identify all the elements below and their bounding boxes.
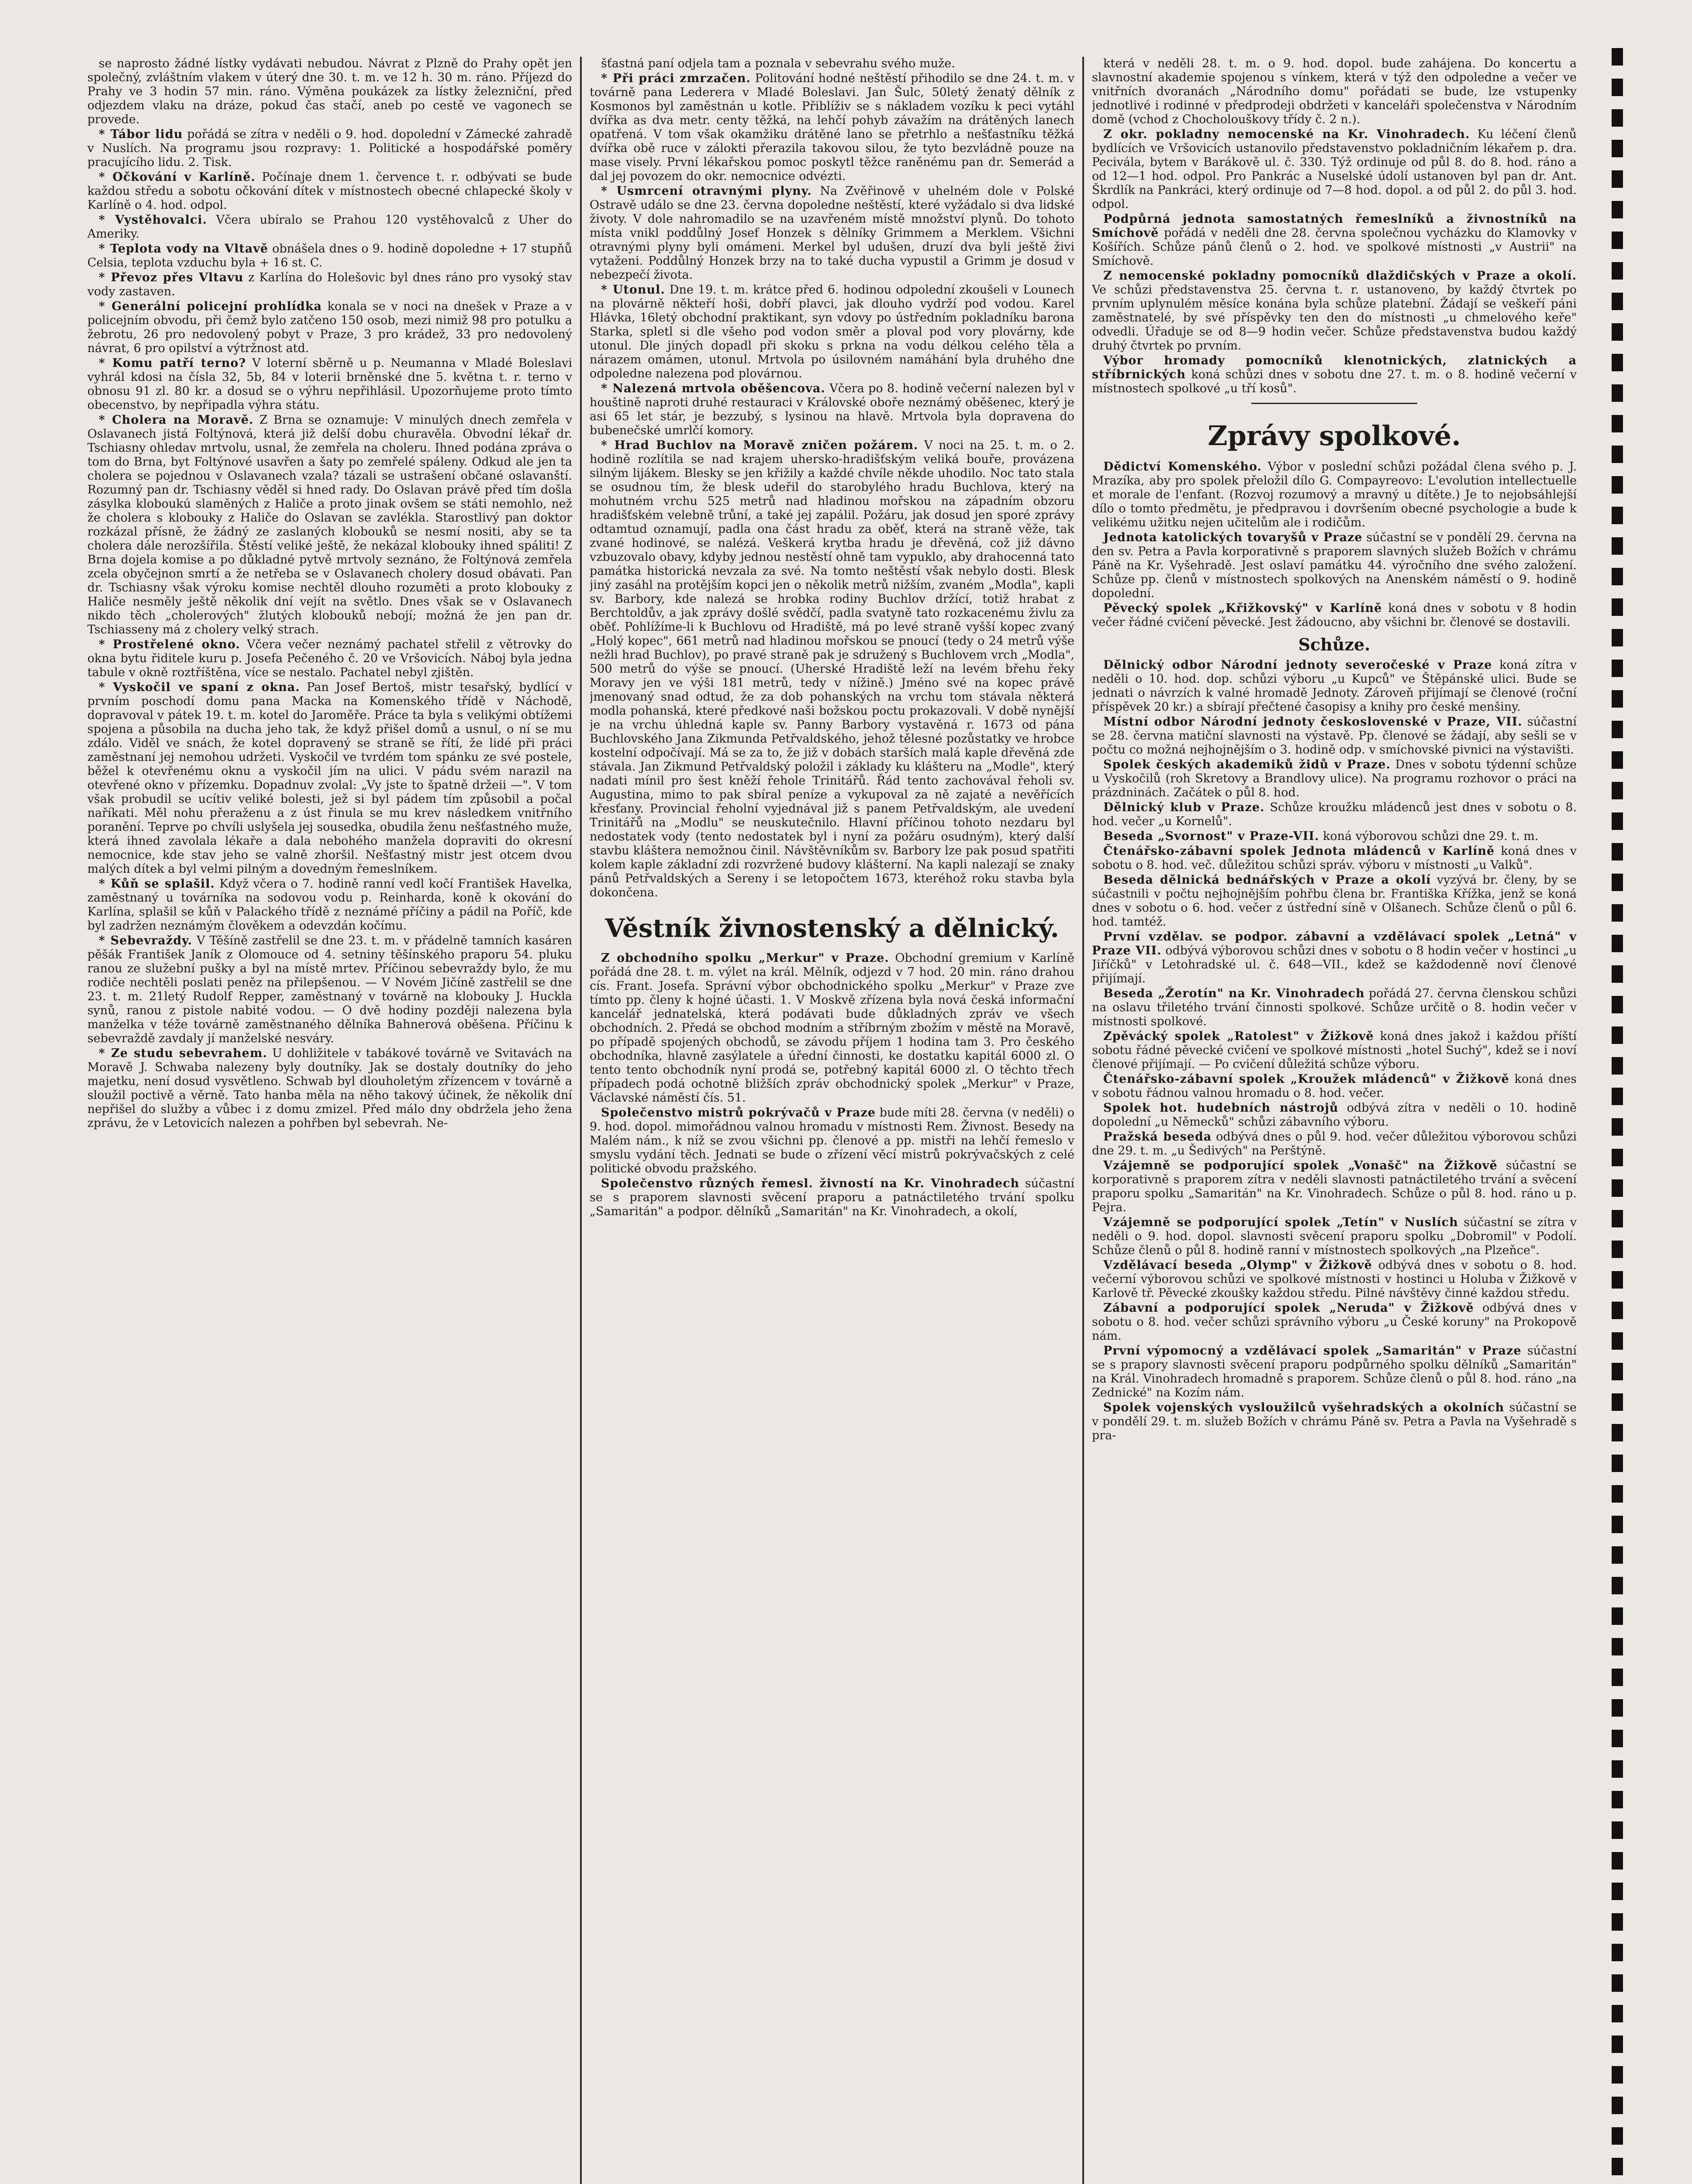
item-body: pořádá se zítra v neděli o 9. hod. dopolední v Zámecké zahradě v Nuslích. Na programu jsou rozpravy: 1. Politické a hospodářské poměry pracujícího lidu. 2. Tisk.: [87, 128, 572, 169]
item-headline: * Utonul.: [601, 283, 665, 297]
item-body: koná dnes jakož i každou příští sobotu řádné pěvecké cvičení ve spolkové místnosti „hotel Suchý", kdež se i noví členové přijímají. — Po cvičení důležitá schůze výboru.: [1092, 1030, 1577, 1071]
item-headline: Beseda dělnická bednářských v Praze a okolí: [1103, 873, 1431, 887]
news-item: [1092, 715, 1577, 757]
item-headline: * Hrad Buchlov na Moravě zničen požárem.: [601, 439, 919, 452]
news-item: [1092, 1258, 1577, 1300]
item-headline: * Při práci zmrzačen.: [601, 72, 751, 85]
item-body: se naprosto žádné lístky vydávati nebudou. Návrat z Plzně do Prahy opět jen společný, zvláštním vlakem v úterý dne 30. t. m. ve 12 h. 30 m. ráno. Příjezd do Prahy ve 3 hodin 57 min. ráno. Výměna poukázek za lístky železniční, před odjezdem vlaku na dráze, pokud čas stačí, aneb po cestě ve vagonech se provede.: [87, 57, 572, 126]
news-item: [1092, 212, 1577, 268]
column-divider: [1082, 57, 1084, 2184]
subsection-heading: Schůze.: [1298, 635, 1371, 654]
item-body: pořádá v neděli dne 28. června společnou vycházku do Klamovky v Košířích. Schůze pánů členů o 2. hod. ve spolkové místnosti „v Austrii" na Smíchově.: [1092, 226, 1577, 268]
news-item: [590, 283, 1074, 381]
item-headline: Dělnický odbor Národní jednoty severočeské v Praze: [1103, 658, 1492, 672]
item-body: U dohližitele v tabákové továrně ve Svitavách na Moravě J. Schwaba nalezeny byly doutníky. Jak se dostaly doutníky do jeho majetku, není dosud vysvětleno. Schwab byl dlouholetým zřízencem v továrně a sloužil poctivě a věrně. Tato hanba měla na něho takový účinek, že několik dní nepřišel do služby a vůbec i z domu zmizel. Před málo dny obdržela jeho žena zprávu, že v Letovicích nalezen a pohřben byl sebevrah. Ne-: [87, 1047, 572, 1130]
column-1: [87, 57, 572, 2184]
news-item: [1092, 1301, 1577, 1343]
item-headline: Vzájemně se podporující spolek „Vonašč" na Žižkově: [1103, 1159, 1498, 1172]
news-item: [590, 951, 1074, 1105]
news-item: [1092, 269, 1577, 353]
news-item: [87, 271, 572, 299]
item-body: súčastní se v pondělí 29. června na den sv. Petra a Pavla korporativně s praporem slavných služeb Božích v chrámu Páně na Kr. Vyšehradě. Jest oslaví památku 44. výročního dne svého založení. Schůze pp. členů v místnostech spolkových na Anenském náměstí o 9. hodině dopolední.: [1092, 531, 1577, 600]
item-body: odbývá dnes o půl 9. hod. večer důležitou výborovou schůzi dne 29. t. m. „u Šedivých" na Perštýně.: [1092, 1130, 1577, 1158]
news-item: [1092, 930, 1577, 986]
item-headline: * Převoz přes Vltavu: [99, 271, 244, 284]
item-headline: Z okr. pokladny nemocenské na Kr. Vinohradech.: [1103, 128, 1470, 141]
news-item: [1092, 531, 1577, 601]
item-headline: Místní odbor Národní jednoty československé v Praze, VII.: [1103, 715, 1523, 729]
news-item: [87, 213, 572, 241]
item-headline: * Komu patří terno?: [99, 356, 246, 370]
news-item: [1092, 829, 1577, 843]
item-body: súčastní se zítra v neděli o 9. hod. dopol. slavnosti svěcení praporu spolku „Dobromil" v Podolí. Schůze členů o půl 8. hodině ranní v místnostech spolkových „na Plzeňce".: [1092, 1216, 1577, 1257]
item-body: súčastní se v pondělí 29. t. m. služeb Božích v chrámu Páně sv. Petra a Pavla na Vyšehradě s pra-: [1092, 1401, 1577, 1442]
item-body: Schůze kroužku mládenců jest dnes v sobotu o 8. hod. večer „u Kornelů".: [1092, 801, 1577, 828]
news-item: [1092, 987, 1577, 1029]
item-body: Když včera o 7. hodině ranní vedl kočí František Havelka, zaměstnaný u továrníka na sodovou vodu p. Reinharda, koně k okování do Karlína, splašil se kůň v Palackého třídě z neznámé příčiny a pádil na Poříč, kde byl zadržen neznámým člověkem a odevzdán kočímu.: [87, 877, 572, 933]
item-body: obnášela dnes o 9. hodině dopoledne + 17 stupňů Celsia, teplota vzduchu byla + 16 st. C.: [87, 242, 572, 270]
news-item: [1092, 1030, 1577, 1071]
item-body: odbývá zítra v neděli o 10. hodině dopolední „u Německů" schůzi zábavního výboru.: [1092, 1101, 1577, 1129]
news-item: [87, 300, 572, 356]
item-body: Dne 19. t. m. krátce před 6. hodinou odpolední zkoušeli v Lounech na plovárně někteří hoši, dobří plavci, jak dlouho vydrží pod vodou. Karel Hlávka, 16letý obchodní praktikant, syn vdovy po ústředním pokladníku barona Starka, spletl si dle všeho pod vodon směr a ploval pod vory plovárny, kde utonul. Dle jiných dopadl při skoku s prkna na vodu délkou celého těla a nárazem omámen, utonul. Mrtvola po úsilovném namáhání byla druhého dne odpoledne nalezena pod plovárnou.: [590, 283, 1074, 380]
news-item: [87, 128, 572, 169]
news-item: [1092, 801, 1577, 829]
item-headline: * Teplota vody na Vltavě: [99, 242, 269, 256]
item-body: šťastná paní odjela tam a poznala v sebevrahu svého muže.: [601, 57, 955, 70]
news-item: [1092, 354, 1577, 396]
news-item: [590, 184, 1074, 282]
item-headline: * Usmrcení otravnými plyny.: [601, 184, 812, 198]
item-body: Obchodní gremium v Karlíně pořádá dne 28. t. m. výlet na král. Mělník, odjezd v 7 hod. 20 min. ráno drahou cís. Frant. Josefa. Správní výbor obchodnického spolku „Merkur" v Praze zve tímto pp. členy k hojné účasti. 1. V Moskvě zřízena byla nová česká informační kancelář jednatelská, která podávati bude důkladných zpráv ve všech obchodních. 2. Předá se obchod modním a stříbrným zbožím v městě na Moravě, po případě spojených obchodů, se závodu příjem 1 hodina tam 3. Pro českého obchodníka, hlavně zasýlatele a úřední činnosti, ke dostatku kapitál 6000 zl. O tento tento obchodník nyní prodá se, potřebný kapitál 6000 zl. O těchto třech případech podá ochotně bližších zpráv obchodnický spolek „Merkur" v Praze, Václavské náměstí čís. 51.: [590, 951, 1074, 1105]
item-headline: Společenstvo různých řemesl. živností na Kr. Vinohradech: [601, 1177, 1020, 1190]
news-item: [1092, 758, 1577, 800]
news-item: [1092, 844, 1577, 872]
item-headline: Spolek českých akademiků židů v Praze.: [1103, 758, 1391, 771]
column-divider: [580, 57, 582, 2184]
item-body: Pan Josef Bertoš, mistr tesařský, bydlící v prvním poschodí domu pana Macka na Komenského třídě v Náchodě, dopravoval v pátek 19. t. m. kotel do Jaroměře. Práce ta byla s velikými obtížemi spojena a působila na ducha jeho tak, že když přišel domů a usnul, o ní se mu zdálo. Viděl ve snách, že kotel dopravený se straně se řítí, že lidé při práci zaměstnaní jej nemohou udržeti. Vyskočil ve tvrdém tom spánku ze své postele, běžel k otevřenému oknu a vyskočil jím na ulici. V pádu svém narazil na otevřené okno v přízemku. Dopadnuv zvolal: „Vy jste to špatně držeii —". V tom však probudil se ucítiv veliké bolesti, jež si byl pádem tím způsobil a počal naříkati. Měl nohu přeraženu a z úst řinula se mu krev následkem vnitřního poranění. Teprve po chvíli uslyšela jej sousedka, obudila ženu nešťastného muže, která ihned zavolala lékaře a dala nebohého manžela dopraviti do okresní nemocnice, kde stav jeho se valně zhoršil. Nešťastný mistr jest otcem dvou malých dítek a byl velmi pilným a dovedným řemeslníkem.: [87, 681, 572, 876]
news-item: [590, 382, 1074, 438]
column-3: [1092, 57, 1577, 2184]
item-body: odbývá výborovou schůzi dnes v sobotu o 8 hodin večer v hostinci „u Jiříčků" v Letohradské ul. č. 648—VII., kdež se každodenně noví členové přijímají.: [1092, 944, 1577, 985]
item-headline: * Vyskočil ve spaní z okna.: [99, 681, 300, 694]
item-headline: * Nalezená mrtvola oběšencova.: [601, 382, 825, 395]
item-body: Včera po 8. hodině večerní nalezen byl v houštině naproti druhé restauraci v Královské oboře neznámý oběšenec, který je asi 65 let stár, je bezzubý, s lysinou na hlavě. Mrtvola byla dopravena do bubenečské umrlčí komory.: [590, 382, 1074, 437]
item-headline: Beseda „Žerotín" na Kr. Vinohradech: [1103, 987, 1365, 1000]
newspaper-page: [87, 57, 1590, 2184]
news-item: [1092, 1072, 1577, 1100]
news-item: [1092, 128, 1577, 211]
news-item: [87, 934, 572, 1046]
item-body: Dnes v sobotu týdenní schůze u Vyskočilů (roh Skretovy a Brandlovy ulice). Na programu rozhovor o práci na prázdninách. Začátek o půl 8. hod.: [1092, 758, 1577, 799]
item-headline: První vzdělav. se podpor. zábavní a vzdělávací spolek „Letná" v Praze VII.: [1092, 930, 1577, 957]
news-item: [1092, 1344, 1577, 1400]
section-heading: Věstník živnostenský a dělnický.: [605, 913, 1059, 943]
item-body: pořádá 27. června členskou schůzi na oslavu třiletého trvání činnosti spolkové. Schůze určitě o 8. hodin večer v místnosti spolkové.: [1092, 987, 1577, 1028]
item-body: z Karlína do Holešovic byl dnes ráno pro vysoký stav vody zastaven.: [87, 271, 572, 298]
news-item: [87, 877, 572, 933]
item-headline: Spolek vojenských vysloužilců vyšehradských a okolních: [1103, 1401, 1505, 1414]
item-headline: Dělnický klub v Praze.: [1103, 801, 1265, 814]
news-item: [590, 72, 1074, 183]
news-item: [87, 242, 572, 270]
item-headline: Čtenářsko-zábavní spolek „Kroužek mládenců" v Žižkově: [1103, 1072, 1509, 1086]
item-body: Politování hodné neštěstí přihodilo se dne 24. t. m. v továrně pana Lederera v Mladé Boleslavi. Jan Šulc, 50letý ženatý dělník z Kosmonos byl zaměstnán u kotle. Přiblíživ se s nákladem vozíku k peci vytáhl dvířka as dva metr. centy těžká, na lehčí pohyb závažím na drátěných lanech opatřená. V tom však okamžiku drátěné lano se přetrhlo a nešťastníku těžká dvířka obě ruce v zálokti přerazila takovou silou, že tyto bezvládně pouze na mase visely. První lékařskou pomoc poskytl těžce raněnému pan dr. Semerád a dal jej povozem do okr. nemocnice odvézti.: [590, 72, 1074, 183]
item-body: Z Brna se oznamuje: V minulých dnech zemřela v Oslavanech jistá Foltýnová, která již delší dobu churavěla. Obvodní lékař dr. Tschiasny ohledav mrtvolu, usnal, že zemřela na choleru. Ihned podána zpráva o tom do Brna, byt Foltýnové usavřen a šaty po zemřelé spáleny. Odkud ale jen ta cholera se pojednou v Oslavanech vzala? tázali se ustrašení občané oslavanští. Rozumný pan dr. Tschiasny věděl si hned rady. Do Oslavan právě před tím došla zásylka kloboukú slaměných z Haliče a proto jinak ovšem se státi nemohlo, než že cholera s klobouky z Haliče do Oslavan se zavlékla. Starostlivý pan doktor rozkázal přísně, že žádný ze zaslaných klobouků se nesmí nositi, aby se ta cholera dále nerozšířila. Štěstí veliké ještě, že nekázal klobouky ihned spáliti! Z Brna dojela komise a po důkladné pytvě mrtvoly seznáno, že Foltýnová zemřela zcela obyčejnon smrtí a že netřeba se v Oslavanech cholery dosud obávati. Pan dr. Tschiasny však výroku komise nechtěl dlouho rozuměti a proto klobouky z Haliče nesměly ještě několik dní vejít na světlo. Dnes však se v Oslavanech nikdo těch „cholerových" žlutých klobouků nebojí; možná že jen pan dr. Tschiasseny má z cholery velký strach.: [87, 413, 572, 636]
item-body: Včera ubíralo se Prahou 120 vystěhovalců z Uher do Ameriky.: [87, 213, 572, 241]
item-body: koná dnes v sobotu o 8. hod. več. důležitou schůzi správ. výboru v místnosti „u Valků".: [1092, 844, 1577, 872]
item-body: Ve schůzi představenstva 25. června t. r. ustanoveno, by každý čtvrtek po prvním uplynulém měsíce konána byla schůze platební. Žádají se veškeří páni zaměstnatelé, by své příspěvky ten den do místnosti „u chmelového keře" odvedli. Úřaduje se od 8—9 hodin večer. Schůze představenstva budou každý druhý čtvrtek po prvním.: [1092, 283, 1577, 352]
separator-rule: [1251, 403, 1417, 404]
item-headline: Zpěvácký spolek „Ratolest" v Žižkově: [1103, 1030, 1374, 1043]
news-item: [1092, 57, 1577, 127]
item-headline: Z nemocenské pokladny pomocníků dlaždičských v Praze a okolí.: [1103, 269, 1577, 283]
item-headline: * Generální policejní prohlídka: [99, 300, 322, 313]
item-body: Na Zvěřinově v uhelném dole v Polské Ostravě událo se dne 23. června dopoledne neštěstí, které vyžádalo si dva lidské životy. V dole nahromadilo se na uzavřeném místě množství plynů. Do tohoto místa vnikl poddůlný Josef Honzek s dělníky Grimmem a Merklem. Všichni otravnými plyny byli omámeni. Merkel byl udušen, druzí dva byli ještě živi vytaženi. Poddůlný Honzek brzy na to také ducha vypustil a Grimm je dosud v nebezpečí života.: [590, 184, 1074, 282]
news-item: [1092, 601, 1577, 629]
item-headline: Pěvecký spolek „Křižkovský" v Karlíně: [1103, 601, 1382, 615]
item-body: V noci na 25. t. m. o 2. hodině rozlítila se nad krajem uhersko-hradišťským veliká bouře, provázena silným lijákem. Blesky se jen křižily a každé chvíle někde uhodilo. Noc tato stala se osudnou tím, že blesk udeřil do starobylého hradu Buchlova, který na mohutném vrchu 525 metrů nad hladinou mořskou na západním obzoru hradišťském velebně trůní, a také jej zapálil. Požáru, jak dosud jen sporé zprávy odtamtud oznamují, padla ona část hradu za oběť, která na straně věže, tak zvané hodinové, se nalézá. Veškerá krytba hradu je dřevěná, což již dávno vzbuzovalo obavy, kdyby jednou nestěstí ohně tam vypuklo, aby drahocenná tato památka historická nevzala za své. Na tomto neštěstí však nebylo dosti. Blesk jiný zasáhl na protějším kopci jen o několik metrů nižším, zvaném „Modla", kapli sv. Barbory, kde nalezá se hrobka rodiny Buchlov držící, totiž hrabat z Berchtoldův, a jak zprávy došlé svědčí, padla svatyně tato rozkacenému živlu za oběť. Pohlížíme-li k Buchlovu od Hradiště, má po levé straně vyšší kopec zvaný „Holý kopec", 661 metrů nad hladinou mořskou se pnoucí (tedy o 24 metrů výše nežli hrad Buchlov), po pravé straně pak je sdružený s Buchlovem vrch „Modla", 500 metrů do výše se pnoucí. (Uherské Hradiště leží na levém břehu řeky Moravy jen ve výši 181 metrů, tedy v nížině.) Jméno své na kopec právě jmenovaný snad odtud, že za dob pohanských na vrchu tom stávala některá modla pohanská, které předkové naši božskou poctu prokazovali. V době nynější je na vrchu úhledná kaple sv. Panny Barbory vystavěná r. 1673 od pána Buchlovského Jana Zikmunda Petřvaldského, jehož tělesné pozůstatky ve hrobce kostelní odpočívají. Má se za to, že již v dobách starších malá kaple dřevěná zde stávala. Jan Zikmund Petřvaldský položil i základy ku klášteru na „Modle", který nadati mínil pro šest kněží řehole Trinitářů. Řád tento zachovával řeholi sv. Augustina, mimo to pak sbíral peníze a vykupoval za ně zajaté a nevěřících křesťany. Provincial řeholní vyjednával již s panem Petřvaldským, ale uvedení Trinitářů na „Modlu" se neuskutečnilo. Hlavní příčinou tohoto nezdaru byl nedostatek vody (tento nedostatek byl i nyní za požáru osudným), který další stavbu kláštera nemožnou činil. Návštěvníkům sv. Barbory lze pak posud spatřiti kolem kaple základní zdi rozvržené budovy klášterní. Na kapli nalezají se znaky pánů Petřvaldských a Sereny i se letopočtem 1673, kteréhož roku stavba byla dokončena.: [590, 439, 1074, 899]
item-headline: Jednota katolických tovaryšů v Praze: [1103, 531, 1363, 544]
news-item: [1092, 1101, 1577, 1129]
news-item: [1092, 1159, 1577, 1215]
news-item: [1092, 1216, 1577, 1258]
item-body: súčastní se korporativně s praporem zítra v neděli slavnosti patnáctiletého trvání a svěcení praporu spolku „Samaritán" na Kr. Vinohradech. Schůze o půl 8. hod. ráno u p. Pejra.: [1092, 1159, 1577, 1214]
item-body: V Těšíně zastřelil se dne 23. t. m. v přádelně tamních kasáren pěšák František Janík z Olomouce od 4. setniny těšínského praporu 54. pluku ranou ze služební pušky a byl na místě mrtev. Příčinou sebevraždy bylo, že mu rodiče nechtěli poslati peněz na přilepšenou. — V Novém Jičíně zastřelil se dne 23. t. m. 21letý Rudolf Repper, zaměstnaný v továrně na klobouky J. Huckla synů, ranou z pistole nabité vodou. — O dvě hodiny později nalezena byla manželka v téže továrně zaměstnaného dělníka Bahnerová oběšena. Příčinu k sebevraždě zavdaly jí manželské nesváry.: [87, 934, 572, 1045]
item-headline: Společenstvo mistrů pokrývačů v Praze: [601, 1106, 876, 1120]
item-headline: Pražská beseda: [1103, 1130, 1212, 1144]
item-body: odbývá dnes v sobotu o 8. hod. večerní výborovou schůzi ve spolkové místnosti v hostinci u Holuba v Žižkově v Karlově tř. Pěvecké zkoušky každou středu. Pilné návštěvy činné každou středu.: [1092, 1258, 1577, 1300]
item-headline: * Sebevraždy.: [99, 934, 193, 947]
item-body: odbývá dnes v sobotu o 8. hod. večer schůzi správního výboru „u České koruny" na Prokopově nám.: [1092, 1301, 1577, 1343]
news-item: [87, 681, 572, 876]
section-heading: Zprávy spolkové.: [1208, 420, 1461, 452]
news-item: [87, 1047, 572, 1130]
item-headline: Vzájemně se podporující spolek „Tetín" v Nuslích: [1103, 1216, 1458, 1229]
item-headline: Zábavní a podporující spolek „Neruda" v Žižkově: [1103, 1301, 1474, 1315]
item-headline: První výpomocný a vzdělávací spolek „Samaritán" v Praze: [1103, 1344, 1522, 1358]
item-headline: Z obchodního spolku „Merkur" v Praze.: [601, 951, 889, 965]
item-body: Výbor v poslední schůzi požádal člena svého p. J. Mrazíka, aby pro spolek přeložil dílo G. Compayreovo: L'evolution intellectuelle et morale de l'enfant. (Rozvoj rozumový a mravný u dítěte.) Je to nejobsáhlejší dílo o tomto předmětu, je předpravou i dovršením obecné psychologie a bude k velikému užitku nejen učitelům ale i rodičům.: [1092, 460, 1577, 529]
item-headline: * Vystěhovalci.: [99, 213, 207, 227]
item-body: Včera večer neznámý pachatel střelil z větrovky do okna bytu řiditele kuru p. Josefa Pečeného č. 20 ve Vršovicích. Náboj byla jedna tabule v okně roztříštěna, více se nestalo. Pachatel nebyl zjištěn.: [87, 638, 572, 679]
news-item: [87, 638, 572, 680]
news-item: [87, 170, 572, 212]
column-2: [590, 57, 1074, 2184]
news-item: [1092, 873, 1577, 929]
news-item: [590, 57, 1074, 71]
news-item: [1092, 1130, 1577, 1158]
news-item: [590, 1177, 1074, 1219]
news-item: [1092, 460, 1577, 530]
item-headline: Podpůrná jednota samostatných řemeslníků a živnostníků na Smíchově: [1092, 212, 1577, 240]
item-body: koná dnes v sobotu v 8 hodin večer řádné cvičení pěvecké. Jest žádoucno, aby všichni br. členové se dostavili.: [1092, 601, 1577, 629]
item-body: súčastní se s prapory slavnosti svěcení praporu podpůrného spolku dělníků „Samaritán" na Král. Vinohradech hromadně s praporem. Schůze členů o půl 8. hod. ráno „na Zednické" na Kozím nám.: [1092, 1344, 1577, 1400]
news-item: [87, 413, 572, 637]
item-body: koná dnes v sobotu řádnou valnou hromadu o 8. hod. večer.: [1092, 1072, 1577, 1100]
news-item: [1092, 658, 1577, 714]
item-headline: Beseda „Svornost" v Praze-VII.: [1103, 829, 1319, 843]
item-headline: Vzdělávací beseda „Olymp" v Žižkově: [1103, 1258, 1372, 1272]
item-headline: Čtenářsko-zábavní spolek Jednota mládenců v Karlíně: [1103, 844, 1495, 858]
item-body: súčastní se 28. června matiční slavnosti na výstavě. Pp. členové se žádají, aby sešli se v počtu co možná nejhojnějším o 3. hodině odp. v smíchovské pivnici na výstavišti.: [1092, 715, 1577, 757]
item-body: Ku léčení členů bydlících ve Vršovicích ustanovilo představenstvo pokladničním lékařem p. dra. Pecivála, bytem v Barákově ul. č. 330. Týž ordinuje od půl 8. do 8. hod. ráno a od 12—1 hod. odpol. Pro Pankrác a Nuselské údolí ustanoven byl pan dr. Ant. Škrdlík na Pankráci, který ordinuje od 7—8 hod. dopol. a od půl 2. do půl 3. hod. odpol.: [1092, 128, 1577, 211]
item-headline: * Ze studu sebevrahem.: [99, 1047, 267, 1060]
page-edge-shadow: [1612, 48, 1623, 2184]
item-body: V loterní sběrně u p. Neumanna v Mladé Boleslavi vyhrál kdosi na čísla 32, 5b, 84 v loterii brněnské dne 5. května t. r. terno v obnosu 91 zl. 80 kr. a dosud se o výhru nepřihlásil. Upozorňujeme proto tímto obecenstvo, by nepřipadla výhra státu.: [87, 356, 572, 412]
item-body: bude míti 28. června (v neděli) o 9. hod. dopol. mimořádnou valnou hromadu v místnosti Rem. Živnost. Besedy na Malém nám., k níž se zvou všichni pp. členové a pp. mistři na lehčí řemeslo v smyslu vydání těch. Jednati se bude o zřízení věcí mistrů pokrývačských z celé politické obvodu pražského.: [590, 1106, 1074, 1175]
item-headline: Spolek hot. hudebních nástrojů: [1103, 1101, 1339, 1115]
item-body: súčastní se s praporem slavnosti svěcení praporu a patnáctiletého trvání spolku „Samaritán" a podpor. dělníků „Samaritán" na Kr. Vinohradech, a okolí,: [590, 1177, 1074, 1218]
item-body: vyzývá br. členy, by se súčastnili v počtu nejhojnějším pohřbu člena br. Františka Křížka, jenž se koná dnes v sobotu o 6. hod. večer z ústřední síně v Olšanech. Schůze členů o půl 6. hod. tamtéž.: [1092, 873, 1577, 929]
item-body: koná schůzi dnes v sobotu dne 27. t. m. o 8. hodině večerní v místnostech spolkové „u tří kosů".: [1092, 368, 1577, 395]
item-headline: * Kůň se splašil.: [99, 877, 215, 891]
item-headline: * Cholera na Moravě.: [99, 413, 254, 427]
item-body: Počínaje dnem 1. července t. r. odbývati se bude každou středu a sobotu očkování dítek v místnostech obecné chlapecké školy v Karlíně o 4. hod. odpol.: [87, 170, 572, 212]
item-body: koná výborovou schůzi dne 29. t. m.: [1323, 829, 1539, 843]
news-item: [1092, 1401, 1577, 1443]
news-item: [590, 1106, 1074, 1176]
item-body: která v neděli 28. t. m. o 9. hod. dopol. bude zahájena. Do koncertu a slavnostní akademie spojenou s vínkem, která v týž den odpoledne a večer ve vnitřních dvoranách „Národního domu" pořádati se bude, lze vstupenky jednotlivé i rodinné v předprodeji obdržeti v kanceláři společenstva v Národním domě (vchod z Chocholouškovy třídy č. 2 n.).: [1092, 57, 1577, 126]
news-item: [590, 439, 1074, 900]
item-headline: Dědictví Komenského.: [1103, 460, 1262, 473]
item-headline: * Tábor lidu: [99, 128, 183, 141]
news-item: [87, 356, 572, 412]
item-body: koná zítra v neděli o 10. hod. dop. schůzi výboru „u Kupců" ve Štěpánské ulici. Bude se jednati o návrzích k valné hromadě Jednoty. Zároveň přijímají se členové (roční příspěvek 20 kr.) a sbírají přečtené časopisy a knihy pro české menšiny.: [1092, 658, 1577, 714]
item-headline: Výbor hromady pomocníků klenotnických, zlatnických a stříbrnických: [1092, 354, 1577, 381]
item-body: konala se v noci na dnešek v Praze a v policejním obvodu, při čemž bylo zatčeno 150 osob, mezi nimiž 98 pro potulku a žebrotu, 26 pro nedovolený pobyt v Praze, 3 pro krádež, 33 pro nedovolený návrat, 6 pro opilství a výtržnost atd.: [87, 300, 572, 355]
news-item: [87, 57, 572, 127]
item-headline: * Očkování v Karlíně.: [99, 170, 256, 184]
item-headline: * Prostřelené okno.: [99, 638, 240, 651]
